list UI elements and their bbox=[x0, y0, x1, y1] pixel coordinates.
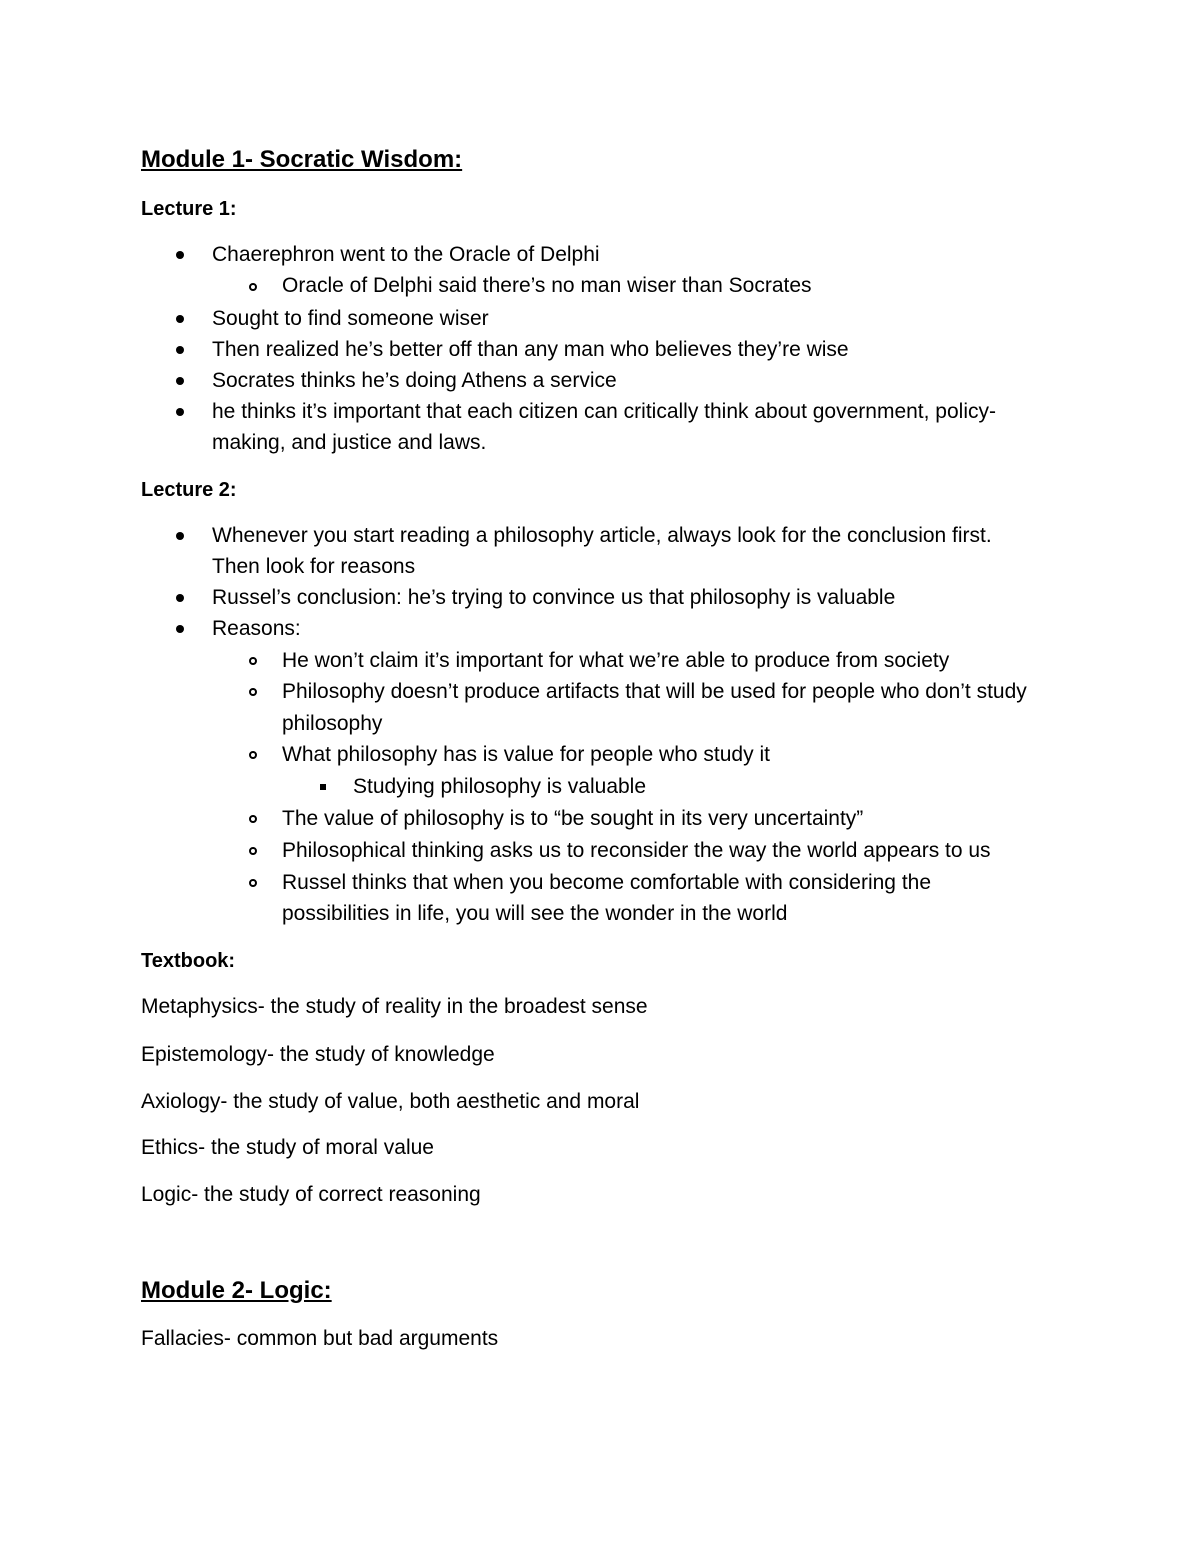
definition: Logic- the study of correct reasoning bbox=[141, 1183, 481, 1206]
list-item: Then realized he’s better off than any man who believes they’re wise bbox=[212, 338, 849, 361]
list-item-continued: philosophy bbox=[282, 712, 383, 735]
definition: Epistemology- the study of knowledge bbox=[141, 1043, 495, 1066]
list-item: Philosophical thinking asks us to reconsider the way the world appears to us bbox=[282, 839, 991, 862]
list-item-continued: making, and justice and laws. bbox=[212, 431, 487, 454]
list-item: Russel’s conclusion: he’s trying to convince us that philosophy is valuable bbox=[212, 586, 896, 609]
lecture-1-heading: Lecture 1: bbox=[141, 198, 237, 220]
list-item: What philosophy has is value for people who study it bbox=[282, 743, 770, 766]
bullet-circle-icon bbox=[249, 657, 257, 665]
bullet-disc-icon bbox=[176, 408, 184, 416]
bullet-circle-icon bbox=[249, 847, 257, 855]
bullet-circle-icon bbox=[249, 879, 257, 887]
list-item: Chaerephron went to the Oracle of Delphi bbox=[212, 243, 600, 266]
definition: Axiology- the study of value, both aesthetic and moral bbox=[141, 1090, 640, 1113]
bullet-circle-icon bbox=[249, 815, 257, 823]
bullet-disc-icon bbox=[176, 251, 184, 259]
bullet-disc-icon bbox=[176, 315, 184, 323]
bullet-square-icon bbox=[320, 784, 326, 790]
definition: Fallacies- common but bad arguments bbox=[141, 1327, 499, 1350]
definition: Ethics- the study of moral value bbox=[141, 1136, 434, 1159]
list-item: The value of philosophy is to “be sought in its very uncertainty” bbox=[282, 807, 864, 830]
module-2-title: Module 2- Logic: bbox=[141, 1277, 332, 1304]
bullet-disc-icon bbox=[176, 625, 184, 633]
list-item: he thinks it’s important that each citizen can critically think about government, policy- bbox=[212, 400, 996, 423]
module-1-title: Module 1- Socratic Wisdom: bbox=[141, 146, 463, 173]
bullet-disc-icon bbox=[176, 377, 184, 385]
definition: Metaphysics- the study of reality in the broadest sense bbox=[141, 995, 648, 1018]
list-item: He won’t claim it’s important for what we’re able to produce from society bbox=[282, 649, 950, 672]
list-item: Russel thinks that when you become comfortable with considering the bbox=[282, 871, 932, 894]
list-item: Sought to find someone wiser bbox=[212, 307, 489, 330]
textbook-heading: Textbook: bbox=[141, 950, 236, 972]
lecture-2-heading: Lecture 2: bbox=[141, 479, 237, 501]
bullet-disc-icon bbox=[176, 346, 184, 354]
list-item-continued: Then look for reasons bbox=[212, 555, 416, 578]
list-item: Socrates thinks he’s doing Athens a service bbox=[212, 369, 617, 392]
bullet-disc-icon bbox=[176, 532, 184, 540]
list-item-continued: possibilities in life, you will see the wonder in the world bbox=[282, 902, 788, 925]
bullet-disc-icon bbox=[176, 594, 184, 602]
list-item: Philosophy doesn’t produce artifacts that will be used for people who don’t study bbox=[282, 680, 1027, 703]
list-item: Reasons: bbox=[212, 617, 301, 640]
list-item: Whenever you start reading a philosophy article, always look for the conclusion first. bbox=[212, 524, 992, 547]
list-item: Studying philosophy is valuable bbox=[353, 775, 647, 798]
list-item: Oracle of Delphi said there’s no man wiser than Socrates bbox=[282, 274, 812, 297]
bullet-circle-icon bbox=[249, 751, 257, 759]
bullet-circle-icon bbox=[249, 283, 257, 291]
bullet-circle-icon bbox=[249, 688, 257, 696]
